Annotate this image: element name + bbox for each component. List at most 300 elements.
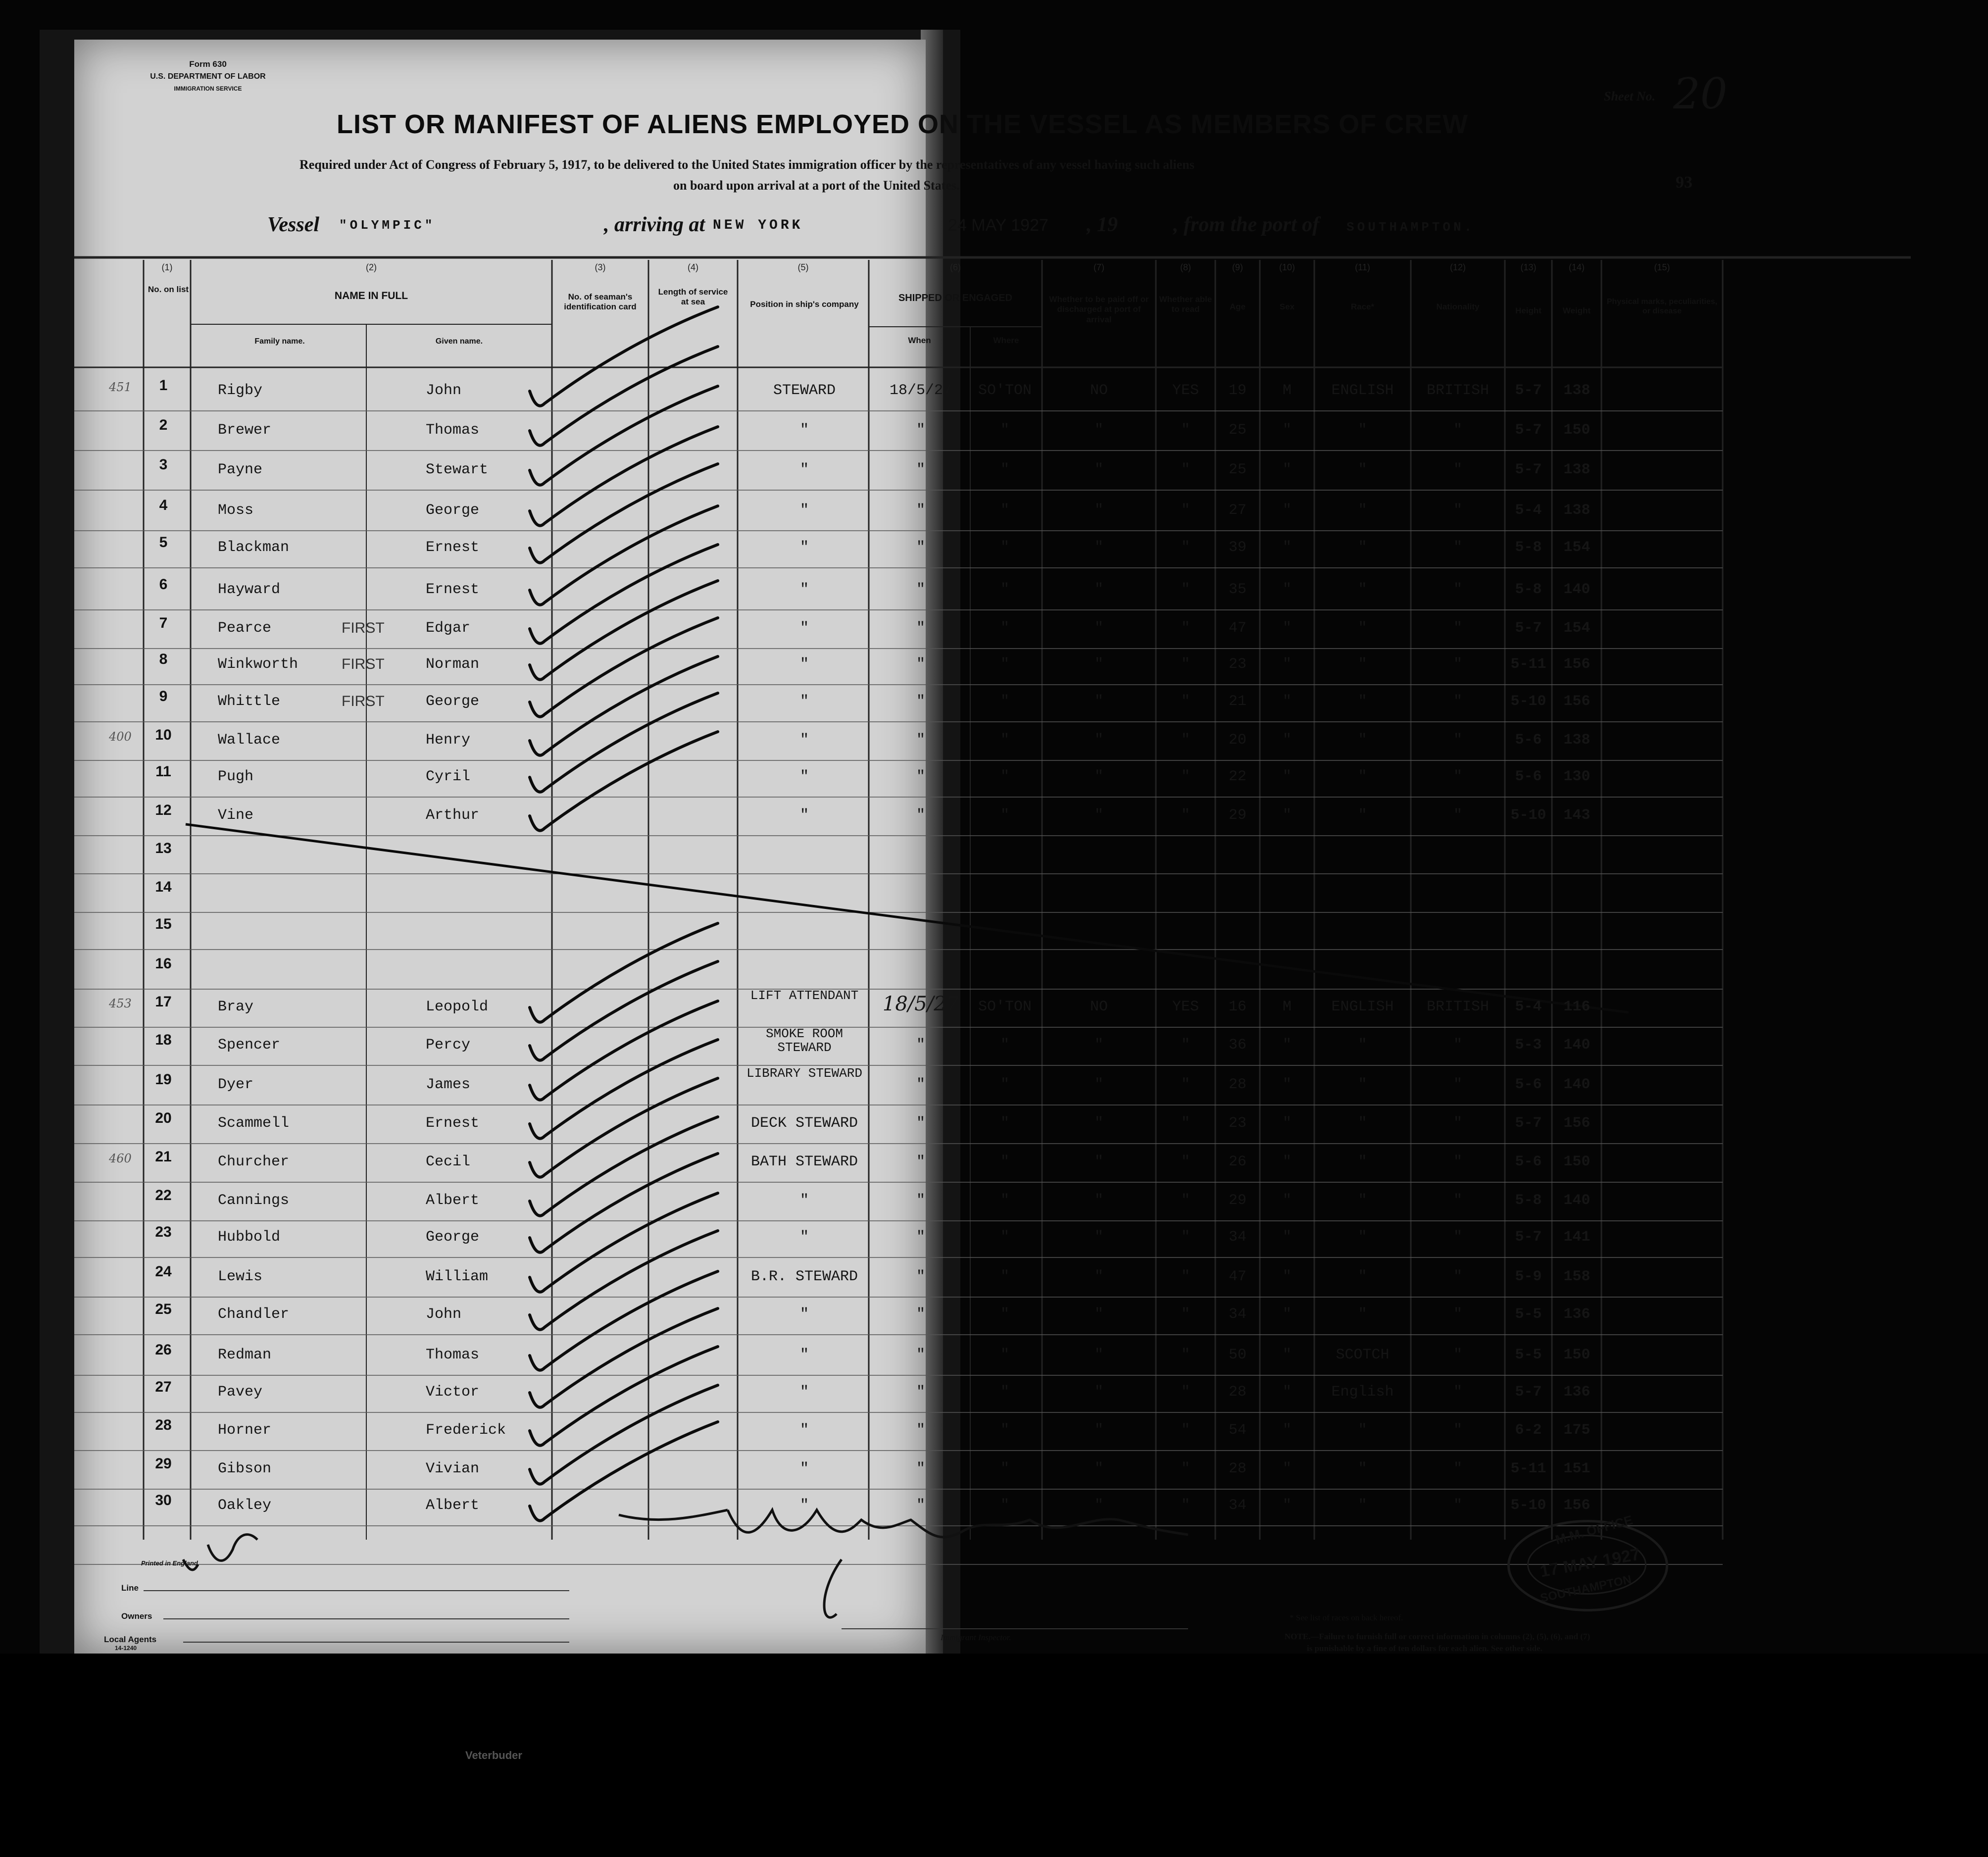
cell-read: " [1181,656,1190,673]
cell-when: " [916,1422,925,1439]
cell-age: 28 [1228,1384,1246,1401]
col-weight-header: Weight [1562,306,1591,315]
cell-read: " [1181,422,1190,439]
cell-family: Whittle [218,693,281,710]
form-number: Form 630 [189,59,227,69]
cell-race: " [1358,1497,1367,1514]
cell-height: 5-5 [1515,1306,1542,1323]
cell-sex: " [1282,502,1292,519]
cell-read: " [1181,1497,1190,1514]
cell-where: " [1000,1306,1009,1323]
cell-when: 18/5/27 [882,993,959,1015]
cell-read: " [1181,1460,1190,1477]
col-no-on-list-header: No. on list [148,285,189,294]
column-number: (8) [1180,262,1191,272]
cell-given: Stewart [426,461,489,478]
cell-family: Oakley [218,1497,272,1514]
cell-age: 50 [1228,1347,1246,1363]
cell-weight: 141 [1563,1229,1590,1246]
when-subheader: When [908,336,931,345]
cell-position: " [799,768,809,785]
cell-weight: 138 [1563,732,1590,749]
cell-given: Thomas [426,1347,480,1363]
cell-weight: 136 [1563,1384,1590,1401]
row-number: 2 [159,417,168,433]
cell-paid-off: NO [1090,382,1108,399]
cell-read: " [1181,768,1190,785]
column-number: (3) [595,262,606,272]
cell-race: " [1358,1306,1367,1323]
cell-read: " [1181,1192,1190,1209]
cell-nationality: " [1453,539,1462,556]
year-label: , 19 [1087,213,1118,236]
cell-race: " [1358,1192,1367,1209]
cell-where: " [1000,539,1009,556]
cell-where: " [1000,1422,1009,1439]
cell-when: " [916,1076,925,1093]
department-label: U.S. DEPARTMENT OF LABOR [150,72,266,81]
cell-height: 5-4 [1515,999,1542,1015]
cell-read: " [1181,1229,1190,1246]
cell-age: 26 [1228,1154,1246,1170]
cell-when: " [916,422,925,439]
cell-where: " [1000,1460,1009,1477]
cell-height: 5-7 [1515,1229,1542,1246]
margin-note: 451 [109,380,132,394]
cell-where: " [1000,1115,1009,1132]
cell-race: " [1358,1268,1367,1285]
row-number: 13 [155,840,172,856]
cell-paid-off: " [1094,1460,1103,1477]
cell-read: " [1181,502,1190,519]
cell-paid-off: " [1094,422,1103,439]
row-number: 5 [159,534,168,551]
col-name-header: NAME IN FULL [334,290,408,301]
cell-position: " [799,502,809,519]
cell-where: " [1000,581,1009,598]
column-number: (4) [688,262,698,272]
cell-family: Wallace [218,732,281,749]
cell-sex: " [1282,1115,1292,1132]
cell-paid-off: " [1094,1422,1103,1439]
cell-paid-off: " [1094,807,1103,824]
column-number: (11) [1355,262,1370,272]
cell-paid-off: " [1094,1229,1103,1246]
cell-family: Moss [218,502,254,519]
cell-given: George [426,1229,480,1246]
row-number: 21 [155,1149,172,1165]
cell-read: " [1181,1384,1190,1401]
cell-sex: M [1282,382,1292,399]
col-age-header: Age [1229,302,1246,311]
cell-when: " [916,768,925,785]
row-number: 17 [155,994,172,1010]
cell-read: " [1181,461,1190,478]
cell-nationality: " [1453,620,1462,637]
cell-given: Percy [426,1037,471,1054]
cell-class: FIRST [342,620,385,636]
cell-when: 18/5/27 [889,382,952,399]
column-number: (7) [1093,262,1104,272]
cell-paid-off: " [1094,656,1103,673]
margin-note: 460 [109,1152,132,1165]
cell-height: 5-9 [1515,1268,1542,1285]
cell-nationality: " [1453,1268,1462,1285]
cell-nationality: " [1453,581,1462,598]
cell-weight: 150 [1563,422,1590,439]
cell-nationality: " [1453,768,1462,785]
cell-height: 5-6 [1515,1154,1542,1170]
cell-paid-off: " [1094,1306,1103,1323]
cell-age: 34 [1228,1497,1246,1514]
cell-height: 5-11 [1510,1460,1546,1477]
race-note: * See list of races on back hereof. [1290,1613,1403,1622]
cell-position: " [799,581,809,598]
cell-where: " [1000,461,1009,478]
cell-sex: " [1282,1306,1292,1323]
cell-sex: " [1282,1460,1292,1477]
cell-age: 28 [1228,1076,1246,1093]
cell-height: 5-5 [1515,1347,1542,1363]
cell-weight: 154 [1563,539,1590,556]
scan-bottom-strip [0,1654,1988,1857]
cell-weight: 130 [1563,768,1590,785]
cell-read: YES [1172,382,1199,399]
cell-age: 29 [1228,807,1246,824]
cell-nationality: " [1453,732,1462,749]
cell-family: Bray [218,999,254,1015]
note-line-1: NOTE.—Failure to furnish full or correct information in columns (2), (5), (6), and (7) [1285,1632,1590,1641]
cell-age: 23 [1228,1115,1246,1132]
col-physical-marks-header: Physical marks, peculiarities, or disease [1606,298,1718,316]
cell-where: " [1000,620,1009,637]
col-read-header: Whether able to read [1159,295,1212,314]
cell-position: " [799,1422,809,1439]
cell-age: 47 [1228,1268,1246,1285]
cell-height: 5-7 [1515,620,1542,637]
cell-weight: 138 [1563,382,1590,399]
cell-nationality: " [1453,1384,1462,1401]
col-height-header: Height [1515,306,1541,315]
cell-weight: 136 [1563,1306,1590,1323]
cell-race: " [1358,807,1367,824]
cell-position: " [799,1229,809,1246]
cell-age: 47 [1228,620,1246,637]
owners-label: Owners [121,1611,152,1621]
cell-given: William [426,1268,489,1285]
col-sex-header: Sex [1279,302,1295,311]
cell-given: Ernest [426,539,480,556]
cell-weight: 156 [1563,1497,1590,1514]
cell-given: Norman [426,656,480,673]
cell-read: " [1181,732,1190,749]
sheet-number: 20 [1673,69,1728,119]
cell-read: " [1181,581,1190,598]
cell-family: Pugh [218,768,254,785]
cell-when: " [916,502,925,519]
row-number: 24 [155,1263,172,1280]
cell-read: " [1181,1154,1190,1170]
cell-family: Rigby [218,382,263,399]
cell-age: 34 [1228,1229,1246,1246]
row-number: 1 [159,377,168,394]
cell-given: Edgar [426,620,471,637]
family-name-subheader: Family name. [254,337,305,346]
row-number: 6 [159,576,168,593]
cell-height: 5-11 [1510,656,1546,673]
cell-family: Pearce [218,620,272,637]
cell-race: " [1358,1422,1367,1439]
cell-nationality: " [1453,656,1462,673]
cell-when: " [916,732,925,749]
cell-age: 29 [1228,1192,1246,1209]
cell-age: 36 [1228,1037,1246,1054]
cell-where: " [1000,1347,1009,1363]
cell-read: YES [1172,999,1199,1015]
cell-age: 16 [1228,999,1246,1015]
cell-given: Ernest [426,581,480,598]
cell-nationality: " [1453,807,1462,824]
cell-family: Churcher [218,1154,290,1170]
cell-when: " [916,1115,925,1132]
cell-race: " [1358,620,1367,637]
page-title: LIST OR MANIFEST OF ALIENS EMPLOYED ON THE VESSEL AS MEMBERS OF CREW [337,109,1469,139]
cell-nationality: " [1453,1076,1462,1093]
cell-when: " [916,1347,925,1363]
cell-position: B.R. STEWARD [750,1268,858,1285]
col-paid-off-header: Whether to be paid off or discharged at port of arrival [1049,295,1149,324]
cell-position: DECK STEWARD [750,1115,858,1132]
cell-family: Dyer [218,1076,254,1093]
cell-when: " [916,581,925,598]
cell-given: George [426,502,480,519]
column-number: (10) [1279,262,1295,272]
col-nationality-header: Nationality [1436,302,1480,311]
cell-race: SCOTCH [1336,1347,1390,1363]
cell-weight: 140 [1563,1037,1590,1054]
cell-nationality: " [1453,693,1462,710]
cell-sex: " [1282,693,1292,710]
cell-when: " [916,1384,925,1401]
cell-when: " [916,1460,925,1477]
cell-family: Payne [218,461,263,478]
cell-where: " [1000,1154,1009,1170]
cell-nationality: " [1453,1460,1462,1477]
line-label: Line [121,1583,139,1593]
cell-position: " [799,1384,809,1401]
given-name-subheader: Given name. [435,337,483,346]
cell-where: " [1000,1076,1009,1093]
column-number: (15) [1654,262,1670,272]
cell-weight: 156 [1563,693,1590,710]
cell-weight: 156 [1563,1115,1590,1132]
row-number: 4 [159,497,168,513]
cell-given: Albert [426,1497,480,1514]
cell-age: 28 [1228,1460,1246,1477]
row-number: 10 [155,727,172,743]
cell-when: " [916,693,925,710]
cell-height: 5-7 [1515,1115,1542,1132]
cell-height: 5-6 [1515,1076,1542,1093]
cell-sex: " [1282,539,1292,556]
cell-given: Frederick [426,1422,506,1439]
note-line-2: is punishable by a fine of ten dollars for each alien. See other side. [1307,1644,1542,1653]
cell-sex: " [1282,1497,1292,1514]
cell-paid-off: " [1094,768,1103,785]
cell-weight: 154 [1563,620,1590,637]
cell-when: " [916,539,925,556]
cell-nationality: " [1453,502,1462,519]
cell-height: 5-7 [1515,1384,1542,1401]
cell-sex: " [1282,1154,1292,1170]
arrival-date-stamp: 24 MAY 1927 [948,216,1048,235]
cell-age: 23 [1228,656,1246,673]
cell-race: " [1358,461,1367,478]
arriving-label: , arriving at [604,213,705,236]
cell-family: Redman [218,1347,272,1363]
cell-nationality: " [1453,1422,1462,1439]
cell-sex: " [1282,1422,1292,1439]
cell-given: Cyril [426,768,471,785]
cell-nationality: " [1453,461,1462,478]
row-number: 23 [155,1224,172,1240]
cell-family: Pavey [218,1384,263,1401]
cell-age: 25 [1228,422,1246,439]
row-number: 29 [155,1455,172,1472]
vessel-label: Vessel [267,213,319,236]
cell-when: " [916,1037,925,1054]
cell-weight: 116 [1563,999,1590,1015]
cell-when: " [916,1154,925,1170]
col-id-card-header: No. of seaman's identification card [564,292,637,312]
page-number: 93 [1676,173,1692,192]
cell-age: 22 [1228,768,1246,785]
cell-race: " [1358,732,1367,749]
cell-position: " [799,1192,809,1209]
cell-read: " [1181,1347,1190,1363]
cell-position: " [799,620,809,637]
cell-race: " [1358,539,1367,556]
cell-where: " [1000,1192,1009,1209]
cell-paid-off: " [1094,620,1103,637]
cell-position: " [799,539,809,556]
cell-read: " [1181,620,1190,637]
cell-family: Horner [218,1422,272,1439]
cell-height: 5-8 [1515,581,1542,598]
cell-sex: " [1282,461,1292,478]
row-number: 19 [155,1071,172,1088]
cell-nationality: " [1453,1306,1462,1323]
cell-sex: " [1282,1037,1292,1054]
row-number: 28 [155,1417,172,1433]
cell-given: Henry [426,732,471,749]
column-number: (9) [1232,262,1243,272]
cell-race: " [1358,1037,1367,1054]
cell-given: Cecil [426,1154,471,1170]
cell-family: Scammell [218,1115,290,1132]
cell-position: SMOKE ROOM STEWARD [765,1026,844,1055]
cell-family: Winkworth [218,656,298,673]
service-label: IMMIGRATION SERVICE [174,85,242,92]
cell-race: " [1358,581,1367,598]
column-number: (13) [1520,262,1537,272]
cell-weight: 150 [1563,1347,1590,1363]
cell-given: Albert [426,1192,480,1209]
cell-position: " [799,1306,809,1323]
row-number: 16 [155,955,172,972]
cell-position: " [799,732,809,749]
column-number: (12) [1449,262,1466,272]
cell-age: 21 [1228,693,1246,710]
cell-weight: 150 [1563,1154,1590,1170]
cell-when: " [916,620,925,637]
cell-where: " [1000,422,1009,439]
cell-race: " [1358,693,1367,710]
cell-nationality: " [1453,422,1462,439]
cell-race: ENGLISH [1331,382,1394,399]
cell-sex: " [1282,422,1292,439]
inspector-label: Immigrant Inspector. [941,1633,1011,1642]
cell-paid-off: " [1094,1384,1103,1401]
cell-where: " [1000,1497,1009,1514]
cell-when: " [916,1306,925,1323]
cell-position: " [799,693,809,710]
cell-race: " [1358,422,1367,439]
cell-race: " [1358,1115,1367,1132]
cell-position: " [799,807,809,824]
cell-position: BATH STEWARD [750,1154,858,1170]
row-number: 18 [155,1032,172,1048]
margin-note: 453 [109,997,132,1010]
cell-paid-off: " [1094,1497,1103,1514]
cell-read: " [1181,1037,1190,1054]
cell-position: LIBRARY STEWARD [746,1066,863,1081]
cell-position: " [799,656,809,673]
cell-height: 5-8 [1515,539,1542,556]
cell-race: " [1358,1076,1367,1093]
cell-given: James [426,1076,471,1093]
cell-height: 5-7 [1515,422,1542,439]
cell-family: Vine [218,807,254,824]
cell-read: " [1181,539,1190,556]
cell-age: 54 [1228,1422,1246,1439]
cell-weight: 140 [1563,1192,1590,1209]
cell-sex: " [1282,768,1292,785]
cell-race: English [1331,1384,1394,1401]
cell-race: " [1358,1460,1367,1477]
cell-position: " [799,1347,809,1363]
cell-family: Hayward [218,581,281,598]
cell-race: " [1358,1229,1367,1246]
column-number: (6) [950,262,961,272]
cell-paid-off: " [1094,1192,1103,1209]
cell-nationality: " [1453,1037,1462,1054]
cell-when: " [916,1268,925,1285]
cell-paid-off: " [1094,539,1103,556]
cell-paid-off: " [1094,1115,1103,1132]
cell-sex: " [1282,656,1292,673]
cell-read: " [1181,1306,1190,1323]
cell-nationality: BRITISH [1426,999,1490,1015]
cell-height: 5-8 [1515,1192,1542,1209]
row-number: 11 [155,763,171,780]
cell-where: " [1000,1037,1009,1054]
form-code: 14-1240 [115,1645,137,1652]
cell-weight: 158 [1563,1268,1590,1285]
cell-weight: 175 [1563,1422,1590,1439]
cell-given: John [426,1306,462,1323]
subtitle-line-2: on board upon arrival at a port of the United States. [673,178,960,193]
